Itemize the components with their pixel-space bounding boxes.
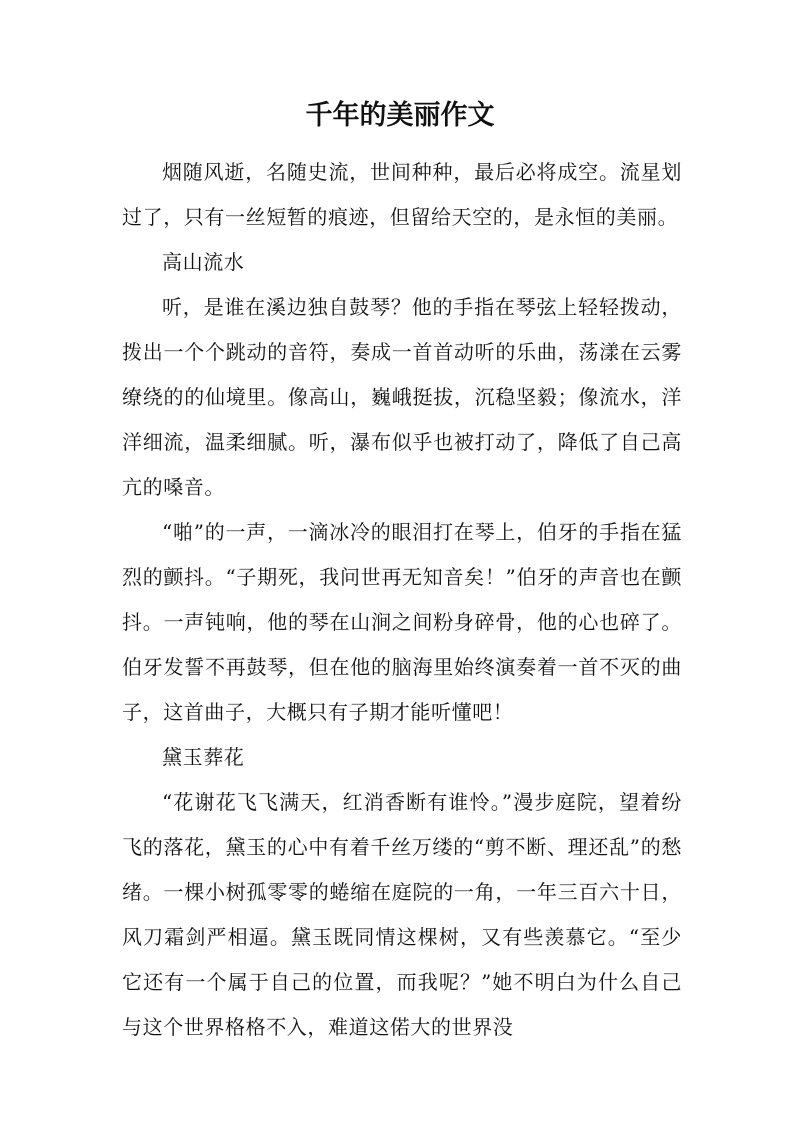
document-body bbox=[122, 150, 682, 1050]
paragraph-intro: 烟随风逝，名随史流，世间种种，最后必将成空。流星划过了，只有一丝短暂的痕迹，但留给天空的，是永恒的美丽。 bbox=[122, 160, 682, 229]
paragraph-daiyu: “花谢花飞飞满天，红消香断有谁怜。”漫步庭院，望着纷飞的落花，黛玉的心中有着千丝万缕的“剪不断、理还乱”的愁绪。一棵小树孤零零的蜷缩在庭院的一角，一年三百六十日，风刀霜剑严相逼。黛玉既同情这棵树，又有些羡慕它。“至少它还有一个属于自己的位置，而我呢？”她不明白为什么自己与这个世界格格不入，难道这偌大的世界没 bbox=[122, 790, 682, 1039]
section-heading-daiyu-zanghua: 黛玉葬花 bbox=[162, 745, 245, 769]
section-heading-gaoshan-liushui: 高山流水 bbox=[162, 250, 245, 274]
paragraph-boya-playing: 听，是谁在溪边独自鼓琴？他的手指在琴弦上轻轻拨动，拨出一个个跳动的音符，奏成一首首动听的乐曲，荡漾在云雾缭绕的的仙境里。像高山，巍峨挺拔，沉稳坚毅；像流水，洋洋细流，温柔细腻。听，瀑布似乎也被打动了，降低了自己高亢的嗓音。 bbox=[122, 295, 682, 499]
paragraph-boya-grief: “啪”的一声，一滴冰冷的眼泪打在琴上，伯牙的手指在猛烈的颤抖。“子期死，我问世再无知音矣！”伯牙的声音也在颤抖。一声钝响，他的琴在山涧之间粉身碎骨，他的心也碎了。伯牙发誓不再鼓琴，但在他的脑海里始终演奏着一首不灭的曲子，这首曲子，大概只有子期才能听懂吧！ bbox=[122, 520, 682, 724]
document-title: 千年的美丽作文 bbox=[305, 100, 495, 131]
